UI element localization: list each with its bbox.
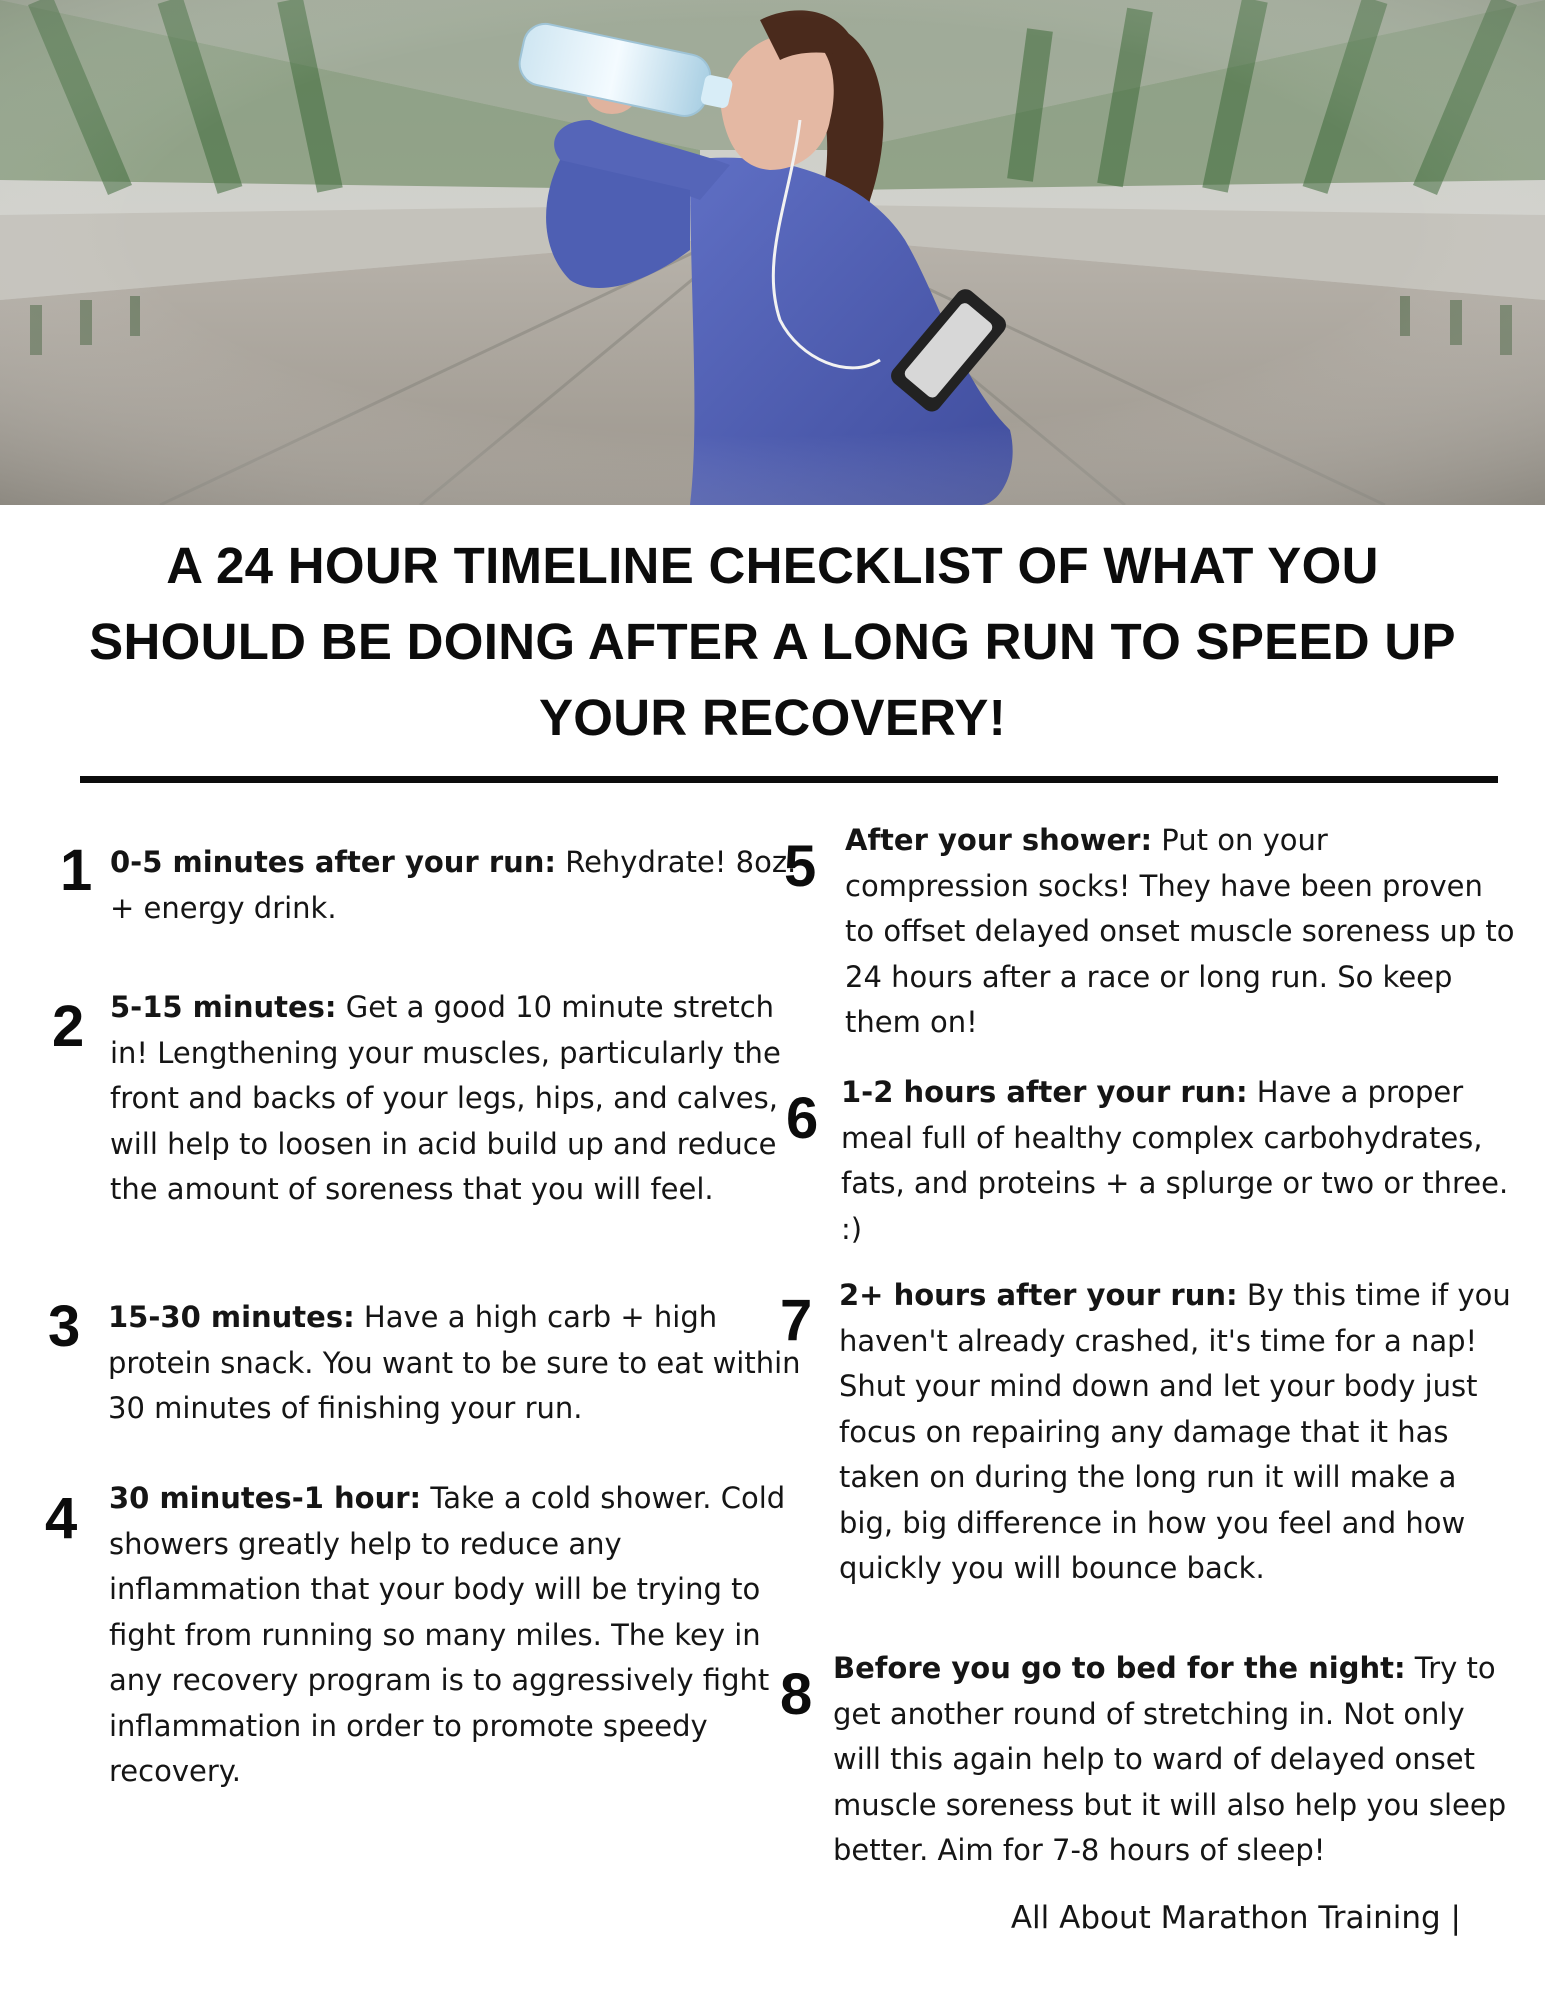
- step-lead: 15-30 minutes:: [108, 1300, 355, 1334]
- step-lead: 0-5 minutes after your run:: [110, 845, 557, 879]
- step-lead: Before you go to bed for the night:: [833, 1651, 1406, 1685]
- hero-photo: [0, 0, 1545, 505]
- title-divider: [80, 776, 1498, 783]
- step-number: 6: [786, 1086, 819, 1151]
- step-body: By this time if you haven't already crashed, it's time for a nap! Shut your mind down and let your body just focus on repairing any damage that it has taken on during the long run it will make a big, big difference in how you feel and how quickly you will bounce back.: [839, 1278, 1511, 1585]
- step-body: Try to get another round of stretching in. Not only will this again help to ward of delayed onset muscle soreness but it will also help you sleep better. Aim for 7-8 hours of sleep!: [833, 1651, 1507, 1867]
- step-body: Have a proper meal full of healthy complex carbohydrates, fats, and proteins + a splurge or two or three. :): [841, 1075, 1509, 1246]
- footer-credit: All About Marathon Training |: [1010, 1900, 1461, 1936]
- step-body: Take a cold shower. Cold showers greatly help to reduce any inflammation that your body will be trying to fight from running so many miles. The key in any recovery program is to aggressively fight inflammation in order to promote speedy recovery.: [109, 1481, 786, 1788]
- step-text: [108, 1295, 808, 1432]
- step-lead: 30 minutes-1 hour:: [109, 1481, 422, 1515]
- step-number: 8: [780, 1662, 813, 1727]
- step-text: [841, 1070, 1521, 1252]
- step-number: 7: [780, 1288, 813, 1353]
- step-lead: 5-15 minutes:: [110, 990, 337, 1024]
- step-text: [839, 1273, 1519, 1592]
- step-lead: 2+ hours after your run:: [839, 1278, 1238, 1312]
- step-number: 3: [48, 1294, 81, 1359]
- step-body: Have a high carb + high protein snack. You want to be sure to eat within 30 minutes of finishing your run.: [108, 1300, 801, 1425]
- step-body: Put on your compression socks! They have been proven to offset delayed onset muscle soreness up to 24 hours after a race or long run. So keep them on!: [845, 823, 1515, 1039]
- step-number: 5: [784, 834, 817, 899]
- step-text: [845, 818, 1515, 1046]
- step-text: [110, 840, 800, 931]
- page-title: A 24 HOUR TIMELINE CHECKLIST OF WHAT YOU SHOULD BE DOING AFTER A LONG RUN TO SPEED UP YOUR RECOVERY!: [89, 537, 1456, 746]
- step-number: 4: [45, 1486, 78, 1551]
- step-text: [110, 985, 820, 1213]
- step-text: [109, 1476, 799, 1795]
- step-number: 2: [52, 994, 85, 1059]
- step-lead: After your shower:: [845, 823, 1153, 857]
- step-number: 1: [60, 838, 93, 903]
- step-text: [833, 1646, 1519, 1874]
- step-body: Rehydrate! 8oz. + energy drink.: [110, 845, 797, 925]
- step-lead: 1-2 hours after your run:: [841, 1075, 1248, 1109]
- step-body: Get a good 10 minute stretch in! Lengthening your muscles, particularly the front and backs of your legs, hips, and calves, will help to loosen in acid build up and reduce the amount of soreness that you will feel.: [110, 990, 781, 1206]
